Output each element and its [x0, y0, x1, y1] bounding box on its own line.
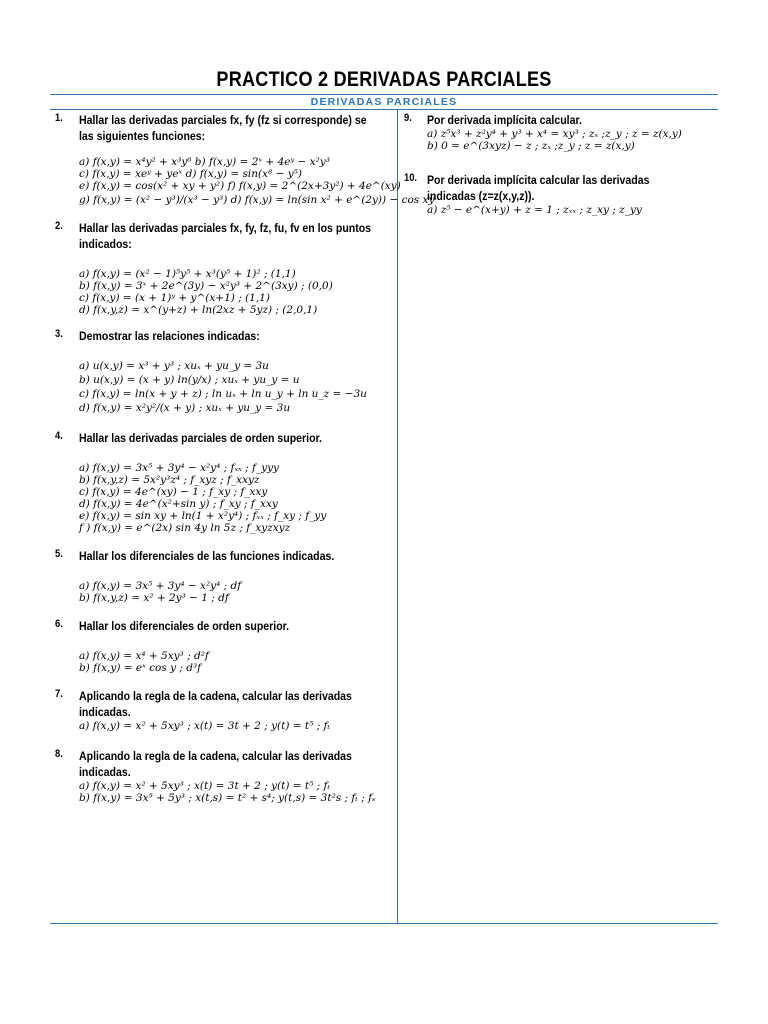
problem-9 [401, 112, 716, 152]
problem-heading: Aplicando la regla de la cadena, calcular las derivadas indicadas. [79, 749, 352, 779]
problem-3 [52, 328, 392, 416]
list-item: b) f(x,y,z) = x² + 2y³ − 1 ; df [79, 592, 229, 604]
list-item: a) z⁵x³ + z²y⁴ + y³ + x⁴ = xy³ ; zₓ ;z_y ; z = z(x,y) [427, 128, 682, 140]
list-item: b) f(x,y,z) = 5x²y³z⁴ ; f_xyz ; f_xxyz [79, 474, 260, 486]
problem-items [79, 462, 392, 534]
list-item: c) f(x,y) = 4e^(xy) − 1 ; f_xy ; f_xxy [79, 486, 268, 498]
problem-number: 7. [55, 688, 63, 700]
list-item: f ) f(x,y) = e^(2x) sin 4y ln 5z ; f_xyzxyz [79, 522, 291, 534]
list-item: a) f(x,y) = 3x⁵ + 3y⁴ − x²y⁴ ; fₓₓ ; f_yyy [79, 462, 279, 474]
problem-5 [52, 548, 392, 604]
problem-items [79, 268, 392, 316]
problem-items [79, 650, 392, 674]
right-column [401, 112, 716, 226]
problem-heading: Por derivada implícita calcular las derivadas indicadas (z=z(x,y,z)). [427, 173, 650, 203]
problem-heading: Hallar las derivadas parciales de orden superior. [79, 431, 323, 445]
list-item: a) f(x,y) = x⁴ + 5xy³ ; d²f [79, 650, 209, 662]
problem-items [79, 780, 392, 804]
list-item: a) f(x,y) = x⁴y² + x³y⁶ b) f(x,y) = 2ˣ + 4eʸ − x²y³ [79, 156, 330, 168]
list-item: b) f(x,y) = 3x⁵ + 5y³ ; x(t,s) = t² + s⁴; y(t,s) = 3t²s ; fₜ ; fₛ [79, 792, 376, 804]
problem-items [79, 360, 392, 416]
problem-number: 2. [55, 220, 63, 232]
list-item: g) f(x,y) = (x² − y³)/(x³ − y³) d) f(x,y) = ln(sin x² + e^(2y)) − cos xy [79, 194, 435, 206]
problem-items [427, 204, 716, 216]
list-item: b) 0 = e^(3xyz) − z ; zₓ ;z_y ; z = z(x,y) [427, 140, 635, 152]
page-title: PRACTICO 2 DERIVADAS PARCIALES [216, 68, 552, 91]
list-item: a) f(x,y) = 3x⁵ + 3y⁴ − x²y⁴ ; df [79, 580, 242, 592]
list-item: c) f(x,y) = ln(x + y + z) ; ln uₓ + ln u_y + ln u_z = −3u [79, 388, 367, 400]
problem-8 [52, 748, 392, 804]
problem-heading: Hallar los diferenciales de orden superior. [79, 619, 290, 633]
problem-heading: Hallar las derivadas parciales fx, fy (fz si corresponde) se las siguientes funciones: [79, 113, 367, 143]
bottom-rule [50, 923, 718, 924]
list-item: a) f(x,y) = (x² − 1)⁵y⁵ + x³(y⁵ + 1)² ; (1,1) [79, 268, 296, 280]
problem-heading: Aplicando la regla de la cadena, calcular las derivadas indicadas. [79, 689, 352, 719]
section-subtitle: DERIVADAS PARCIALES [310, 96, 458, 108]
problem-number: 9. [404, 112, 412, 124]
column-divider [397, 109, 398, 924]
problem-2 [52, 220, 392, 316]
list-item: a) f(x,y) = x² + 5xy³ ; x(t) = 3t + 2 ; y(t) = t⁵ ; fₜ [79, 720, 331, 732]
problem-heading: Por derivada implícita calcular. [427, 113, 582, 127]
problem-items [79, 720, 392, 732]
problem-number: 6. [55, 618, 63, 630]
title-rule [50, 94, 718, 95]
list-item: c) f(x,y) = (x + 1)ʸ + y^(x+1) ; (1,1) [79, 292, 270, 304]
list-item: a) z⁵ − e^(x+y) + z = 1 ; zₓₓ ; z_xy ; z_yy [427, 204, 642, 216]
problem-items [427, 128, 716, 152]
problem-number: 1. [55, 112, 63, 124]
list-item: b) u(x,y) = (x + y) ln(y/x) ; xuₓ + yu_y = u [79, 374, 300, 386]
problem-number: 5. [55, 548, 63, 560]
list-item: b) f(x,y) = 3ˣ + 2e^(3y) − x²y³ + 2^(3xy) ; (0,0) [79, 280, 333, 292]
problem-number: 3. [55, 328, 63, 340]
problem-number: 10. [404, 172, 418, 184]
problem-10 [401, 172, 716, 216]
problem-4 [52, 430, 392, 534]
problem-heading: Hallar los diferenciales de las funciones indicadas. [79, 549, 335, 563]
list-item: a) u(x,y) = x³ + y³ ; xuₓ + yu_y = 3u [79, 360, 269, 372]
problem-heading: Hallar las derivadas parciales fx, fy, fz, fu, fv en los puntos indicados: [79, 221, 372, 251]
problem-number: 4. [55, 430, 63, 442]
problem-6 [52, 618, 392, 674]
list-item: e) f(x,y) = cos(x² + xy + y²) f) f(x,y) = 2^(2x+3y²) + 4e^(xy) [79, 180, 401, 192]
list-item: d) f(x,y) = 4e^(x²+sin y) ; f_xy ; f_xxy [79, 498, 278, 510]
problem-heading: Demostrar las relaciones indicadas: [79, 329, 260, 343]
subtitle-rule [50, 109, 718, 110]
problem-7 [52, 688, 392, 732]
list-item: a) f(x,y) = x² + 5xy³ ; x(t) = 3t + 2 ; y(t) = t⁵ ; fₜ [79, 780, 331, 792]
problem-number: 8. [55, 748, 63, 760]
problem-items [79, 580, 392, 604]
list-item: d) f(x,y,z) = x^(y+z) + ln(2xz + 5yz) ; (2,0,1) [79, 304, 318, 316]
list-item: d) f(x,y) = x²y²/(x + y) ; xuₓ + yu_y = 3u [79, 402, 291, 414]
list-item: b) f(x,y) = eˣ cos y ; d³f [79, 662, 202, 674]
list-item: e) f(x,y) = sin xy + ln(1 + x²y⁴) ; fₓₓ ; f_xy ; f_yy [79, 510, 327, 522]
list-item: c) f(x,y) = xeʸ + yeˣ d) f(x,y) = sin(x⁸ − y⁵) [79, 168, 302, 180]
